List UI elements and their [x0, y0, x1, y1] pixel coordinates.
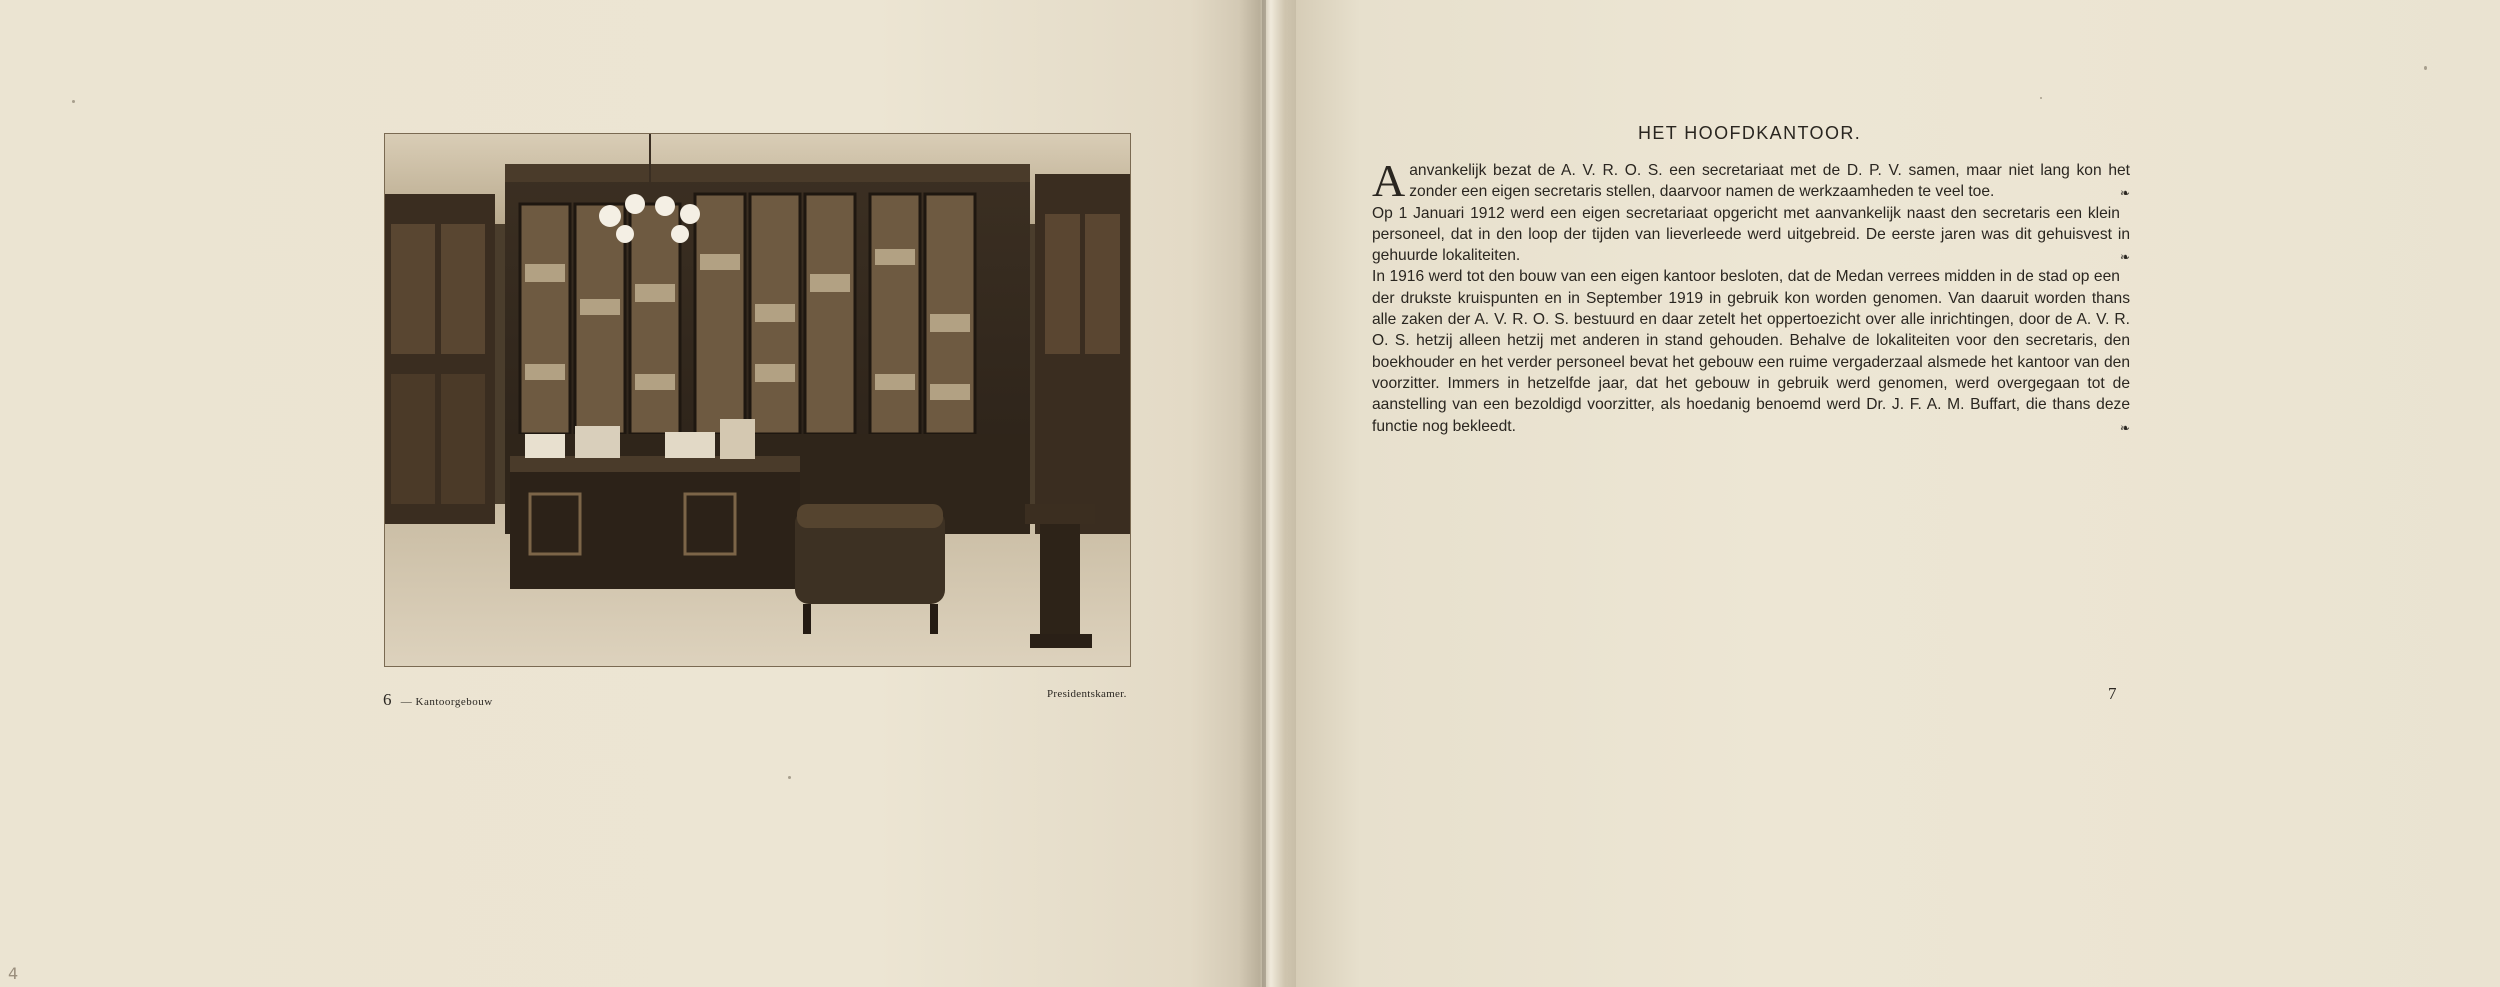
left-page-footer	[383, 690, 493, 710]
paragraph-3	[1372, 266, 2130, 436]
ornament-icon: ❧	[2119, 186, 2130, 201]
paper-speck	[788, 776, 791, 779]
book-gutter	[1240, 0, 1296, 987]
photo-caption: Presidentskamer.	[1047, 688, 1127, 700]
paper-speck	[72, 100, 75, 103]
paper-speck	[2424, 66, 2427, 70]
drop-cap: A	[1372, 155, 1406, 206]
paragraph-2	[1372, 203, 2130, 267]
ornament-icon: ❧	[2119, 250, 2130, 265]
office-interior-image	[385, 134, 1130, 666]
section-heading: HET HOOFDKANTOOR.	[1638, 123, 1862, 143]
right-page	[1288, 0, 2500, 987]
left-page-number: 6	[383, 690, 392, 709]
paragraph-1-text: anvankelijk bezat de A. V. R. O. S. een secretariaat met de D. P. V. samen, maar niet lang kon het zonder een eigen secretaris stellen, daarvoor namen de werkzaamheden te veel toe.	[1409, 162, 2130, 201]
corner-pencil-mark: 4	[8, 964, 19, 983]
ornament-icon: ❧	[2119, 420, 2130, 435]
presidents-room-photo	[385, 134, 1130, 666]
body-text	[1372, 155, 2130, 439]
paragraph-1	[1372, 155, 2130, 206]
running-title: — Kantoorgebouw	[400, 696, 493, 708]
right-page-number: 7	[2108, 684, 2117, 703]
gutter-edge	[1262, 0, 1266, 987]
paragraph-2-text: Op 1 Januari 1912 werd een eigen secretariaat opgericht met aanvankelijk naast den secretaris een klein personeel, dat in den loop der tijden van lieverleede werd uitgebreid. De eerste jaren was dit gehuisvest in gehuurde lokaliteiten.	[1372, 204, 2130, 265]
paper-speck	[2040, 97, 2042, 99]
paragraph-3-text: In 1916 werd tot den bouw van een eigen kantoor besloten, dat de Medan verrees midden in de stad op een der drukste kruispunten en in September 1919 in gebruik kon worden genomen. Van daaruit worden thans alle zaken der A. V. R. O. S. bestuurd en daar zetelt het oppertoezicht over alle inrichtingen, door de A. V. R. O. S. hetzij alleen hetzij met anderen in stand gehouden. Behalve de lokaliteiten voor den secretaris, den boekhouder en het verder personeel bevat het gebouw een ruime vergaderzaal alsmede het kantoor van den voorzitter. Immers in hetzelfde jaar, dat het gebouw in gebruik werd genomen, werd overgegaan tot de aanstelling van een bezoldigd voorzitter, als hoedanig benoemd werd Dr. J. F. A. M. Buffart, die thans deze functie nog bekleedt.	[1372, 268, 2130, 435]
